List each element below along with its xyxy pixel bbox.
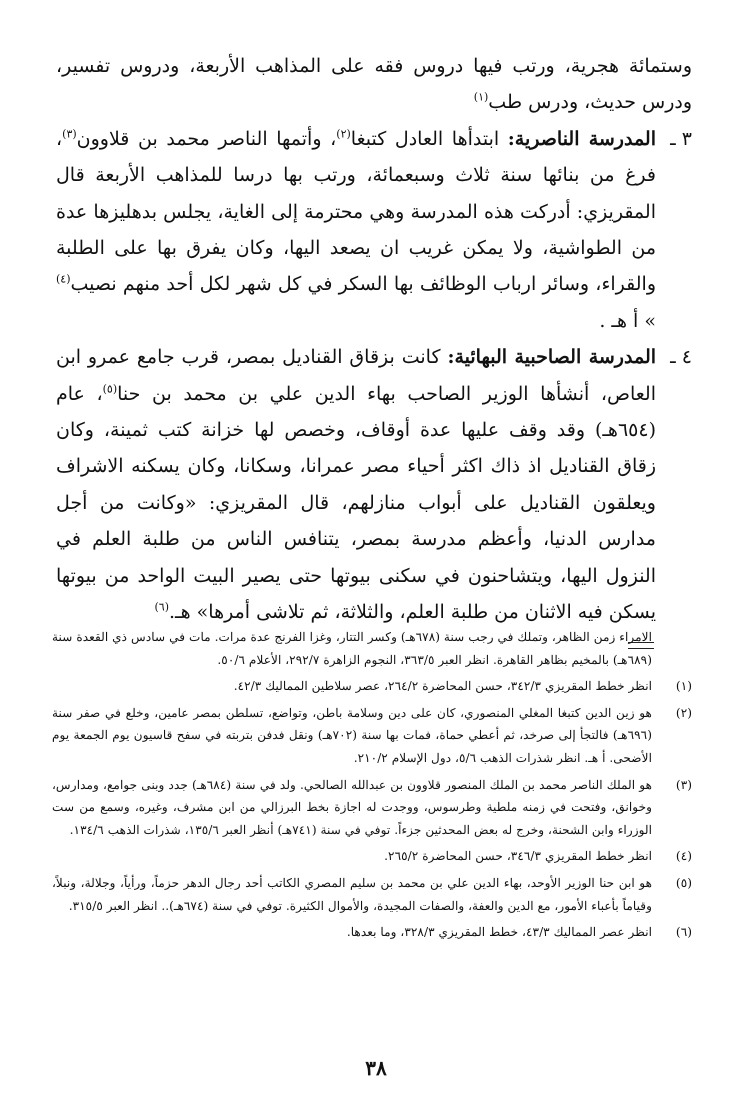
footnote-ref: (١) — [473, 91, 489, 105]
footnote-2 — [52, 702, 692, 770]
footnote-ref: (٢) — [336, 127, 351, 141]
footnote-number: (١) — [675, 679, 692, 694]
footnote-4 — [52, 845, 692, 868]
footnote-6 — [52, 921, 692, 944]
footnote-text: انظر خطط المقريزي ٣٤٢/٣، حسن المحاضرة ٢٦٤/٢، عصر سلاطين المماليك ٤٢/٣. — [233, 679, 652, 694]
footnote-text: هو ابن حنا الوزير الأوحد، بهاء الدين علي بن محمد بن سليم المصري الكاتب أحد رجال الدهر حزماً، ورأياً، وجلالة، ونبلاً، وقياماً بأعباء الأمور، مع الدين والعفة، والصفات المجيدة، والأموال الكثيرة. توفي في سنة (٦٧٤هـ).. انظر العبر ٣١٥/٥. — [52, 875, 652, 913]
item-text: » أ هـ . — [599, 309, 656, 332]
footnote-continuation — [52, 626, 692, 671]
list-item-sahibiyya — [56, 339, 692, 630]
footnote-text: انظر خطط المقريزي ٣٤٦/٣، حسن المحاضرة ٢٦٥/٢. — [384, 849, 652, 864]
intro-text: وستمائة هجرية، ورتب فيها دروس فقه على المذاهب الأربعة، ودروس تفسير، ودرس حديث، ودرس طب — [56, 55, 692, 114]
footnote-number: (٤) — [675, 849, 692, 864]
item-number: ٣ ـ — [670, 127, 692, 150]
item-text: ، عام (٦٥٤هـ) وقد وقف عليها عدة أوقاف، وخصص لها خزانة كتب ثمينة، وكان زقاق القناديل اذ ذاك اكثر أحياء مصر عمرانا، وسكانا، وكان يسكنه الاشراف ويعلقون القناديل على أبواب منازلهم، قال المقريزي: «وكانت من أجل مدارس الدنيا، وأعظم مدرسة بمصر، يتنافس الناس من طلبة العلم في النزول اليها، ويتشاحنون في سكنى بيوتها حتى يصير البيت الواحد من بيوتها يسكن فيه الاثنان من طلبة العلم، والثلاثة، ثم تلاشى أمرها» هـ. — [56, 382, 656, 624]
item-title: المدرسة الناصرية: — [507, 127, 656, 150]
footnote-text: هو الملك الناصر محمد بن الملك المنصور قلاوون بن عبدالله الصالحي. ولد في سنة (٦٨٤هـ) جدد وبنى جوامع، ومدارس، وخوانق، وفتحت في زمنه ملطية وطرسوس، ووجدت له اجازة بخط البرزالي من ابن مشرف، وغيره، وسمع من ست الوزراء وابن الشحنة، وخرج له بعض المحدثين جزءاً. توفي في سنة (٧٤١هـ) أنظر العبر ١٣٥/٦، شذرات الذهب ١٣٤/٦. — [52, 777, 652, 837]
footnote-1 — [52, 675, 692, 698]
footnote-number: (٢) — [675, 705, 692, 720]
item-title: المدرسة الصاحبية البهائية: — [447, 346, 657, 369]
item-text: ، فرغ من بنائها سنة ثلاث وسبعمائة، ورتب بها درسا للمذاهب الأربعة قال المقريزي: أدركت هذه المدرسة وهي محترمة إلى الغاية، يجلس بدهليزها عدة من الطواشية، ولا يمكن غريب ان يصعد اليها، وكان يفرق بها على الطلبة والقراء، وسائر ارباب الوظائف بها السكر في كل شهر لكل أحد منهم نصيب — [56, 127, 656, 296]
page-number: ٣٨ — [365, 1056, 387, 1080]
footnote-3 — [52, 774, 692, 842]
footnote-number: (٣) — [675, 777, 692, 792]
footnote-number: (٥) — [675, 875, 692, 890]
footnote-ref: (٣) — [62, 127, 77, 141]
footnote-ref: (٥) — [102, 382, 118, 396]
main-text — [56, 48, 692, 631]
footnote-5 — [52, 872, 692, 917]
footnote-number: (٦) — [675, 925, 692, 940]
footnote-text: انظر عصر المماليك ٤٣/٣، خطط المقريزي ٣٢٨/٣، وما بعدها. — [346, 925, 652, 940]
footnote-text: هو زين الدين كتبغا المغلي المنصوري، كان على دين وسلامة باطن، وتواضع، تسلطن بمصر عامين، وخلع في صفر سنة (٦٩٦هـ) فالتجأ إلى صرخد، ثم أعطي حماة، فمات بها سنة (٧٠٢هـ) ونقل فدفن بتربته في سفح قاسيون يوم الجمعة يوم الأضحى. أ هـ. انظر شذرات الذهب ٥/٦، دول الإسلام ٢١٠/٢. — [52, 705, 652, 765]
list-item-nasiriyya — [56, 121, 692, 339]
item-text: ابتدأها العادل كتبغا — [350, 127, 500, 150]
item-text: ، وأتمها الناصر محمد بن قلاوون — [76, 127, 337, 150]
footnotes — [52, 626, 692, 948]
item-number: ٤ ـ — [670, 346, 692, 369]
footnote-text: الامراء زمن الظاهر، وتملك في رجب سنة (٦٧٨هـ) وكسر التتار، وغزا الفرنج عدة مرات. مات في سادس ذي القعدة سنة (٦٨٩هـ) بالمخيم بظاهر القاهرة. انظر العبر ٣٦٣/٥، النجوم الزاهرة ٢٩٢/٧، الأعلام ٥٠/٦. — [52, 630, 652, 667]
footnote-ref: (٤) — [56, 273, 71, 287]
intro-paragraph — [56, 48, 692, 121]
item-text: كانت بزقاق القناديل بمصر، قرب جامع عمرو ابن العاص، أنشأها الوزير الصاحب بهاء الدين علي بن محمد بن حنا — [56, 346, 656, 405]
footnote-ref: (٦) — [154, 600, 170, 614]
